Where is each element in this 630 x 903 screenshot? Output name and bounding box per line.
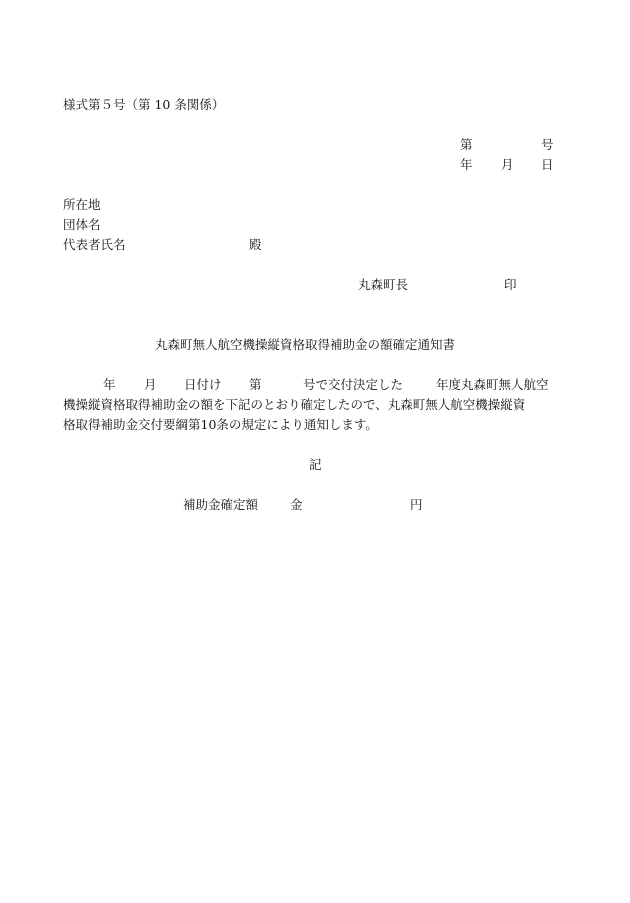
representative-label: 代表者氏名 xyxy=(63,237,126,252)
amount-label: 補助金確定額 xyxy=(183,497,259,512)
body-fiscal-year-text: 年度丸森町無人航空 xyxy=(436,377,549,392)
date-month: 月 xyxy=(501,157,514,172)
amount-yen: 円 xyxy=(410,497,423,512)
form-label: 様式第５号（第 10 条関係） xyxy=(63,97,225,112)
body-month: 月 xyxy=(144,377,157,392)
body-number-prefix: 第 xyxy=(249,377,262,392)
address-label: 所在地 xyxy=(63,197,101,212)
body-line-2: 機操縦資格取得補助金の額を下記のとおり確定したので、丸森町無人航空機操縦資 xyxy=(63,397,526,412)
body-line-3: 格取得補助金交付要綱第10条の規定により通知します。 xyxy=(63,417,378,432)
number-prefix: 第 xyxy=(460,137,473,152)
body-decision-text: 号で交付決定した xyxy=(303,377,404,392)
number-suffix: 号 xyxy=(541,137,554,152)
document-title: 丸森町無人航空機操縦資格取得補助金の額確定通知書 xyxy=(155,337,456,352)
honorific: 殿 xyxy=(249,237,262,252)
issuer-name: 丸森町長 xyxy=(358,277,409,292)
amount-kin: 金 xyxy=(290,497,303,512)
ki-heading: 記 xyxy=(309,457,322,472)
date-year: 年 xyxy=(460,157,473,172)
organization-label: 団体名 xyxy=(63,217,101,232)
seal-mark: 印 xyxy=(504,277,517,292)
date-day: 日 xyxy=(541,157,554,172)
body-dated: 日付け xyxy=(184,377,222,392)
body-year: 年 xyxy=(103,377,116,392)
